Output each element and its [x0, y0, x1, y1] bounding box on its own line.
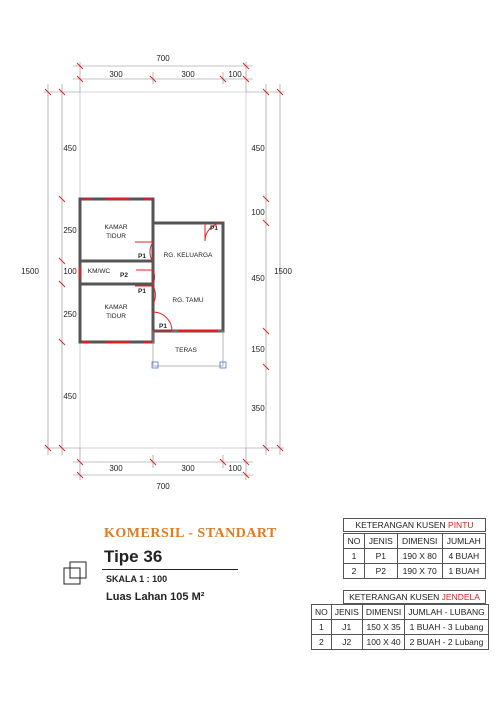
door-swings [135, 223, 223, 331]
title-logo-icon [63, 556, 99, 586]
table-cell: P2 [364, 564, 397, 579]
room-label-rg-keluarga: RG. KELUARGA [163, 252, 213, 259]
dim-bottom-part: 300 [109, 464, 123, 473]
dim-right-total: 1500 [274, 267, 292, 276]
dim-right-part: 450 [251, 144, 265, 153]
land-area: Luas Lahan 105 M² [106, 591, 205, 603]
room-label-teras: TERAS [175, 347, 197, 354]
dim-top-part: 100 [228, 70, 242, 79]
table-cell: J1 [331, 620, 362, 635]
dim-top-part: 300 [109, 70, 123, 79]
table-row [312, 620, 489, 635]
table-header: DIMENSI [362, 605, 404, 620]
project-title: KOMERSIL - STANDART [104, 526, 277, 541]
scale-label: SKALA 1 : 100 [106, 574, 168, 584]
dim-right-part: 350 [251, 404, 265, 413]
dim-right-part: 100 [251, 208, 265, 217]
dim-left-part: 450 [63, 144, 77, 153]
table-cell: P1 [364, 549, 397, 564]
table-header: JUMLAH [442, 534, 485, 549]
door-label: P1 [210, 225, 218, 232]
table-row [312, 635, 489, 650]
table-cell: 2 [312, 635, 332, 650]
dim-bottom-total: 700 [156, 482, 170, 491]
dim-right-part: 150 [251, 345, 265, 354]
table-header: NO [344, 534, 365, 549]
room-label-kamar-tidur-1a: KAMAR [104, 224, 128, 231]
jendela-table [311, 604, 489, 650]
table-header: JENIS [331, 605, 362, 620]
pintu-caption: KETERANGAN KUSEN PINTU [343, 518, 486, 532]
table-header-row [344, 534, 486, 549]
room-label-kamar-tidur-2b: TIDUR [106, 313, 126, 320]
dim-left-total: 1500 [21, 267, 39, 276]
table-cell: 2 [344, 564, 365, 579]
door-label: P1 [138, 288, 146, 295]
door-label: P1 [159, 323, 167, 330]
table-cell: 1 BUAH [442, 564, 485, 579]
table-cell: 2 BUAH - 2 Lubang [405, 635, 489, 650]
table-cell: 190 X 70 [397, 564, 442, 579]
dim-left-part: 100 [63, 267, 77, 276]
table-header: JUMLAH - LUBANG [405, 605, 489, 620]
door-label: P1 [138, 253, 146, 260]
dim-left-part: 250 [63, 310, 77, 319]
pintu-table [343, 533, 486, 579]
dim-bottom-part: 300 [181, 464, 195, 473]
house-type: Tipe 36 [104, 547, 163, 566]
door-label: P2 [120, 272, 128, 279]
table-cell: J2 [331, 635, 362, 650]
table-row [344, 564, 486, 579]
dim-right-part: 450 [251, 274, 265, 283]
table-row [344, 549, 486, 564]
table-cell: 1 [312, 620, 332, 635]
table-header: JENIS [364, 534, 397, 549]
table-cell: 150 X 35 [362, 620, 404, 635]
dim-left-part: 450 [63, 392, 77, 401]
table-cell: 190 X 80 [397, 549, 442, 564]
dim-bottom-part: 100 [228, 464, 242, 473]
table-cell: 4 BUAH [442, 549, 485, 564]
room-label-rg-tamu: RG. TAMU [172, 297, 204, 304]
table-header-row [312, 605, 489, 620]
table-header: DIMENSI [397, 534, 442, 549]
dim-top-total: 700 [156, 54, 170, 63]
room-label-kamar-tidur-2a: KAMAR [104, 304, 128, 311]
room-label-kamar-tidur-1b: TIDUR [106, 233, 126, 240]
jendela-caption: KETERANGAN KUSEN JENDELA [343, 590, 486, 604]
dim-top-part: 300 [181, 70, 195, 79]
table-cell: 100 X 40 [362, 635, 404, 650]
title-divider [102, 569, 238, 570]
table-cell: 1 [344, 549, 365, 564]
room-label-kmwc: KM/WC [87, 268, 111, 275]
table-header: NO [312, 605, 332, 620]
table-cell: 1 BUAH - 3 Lubang [405, 620, 489, 635]
dim-left-part: 250 [63, 226, 77, 235]
